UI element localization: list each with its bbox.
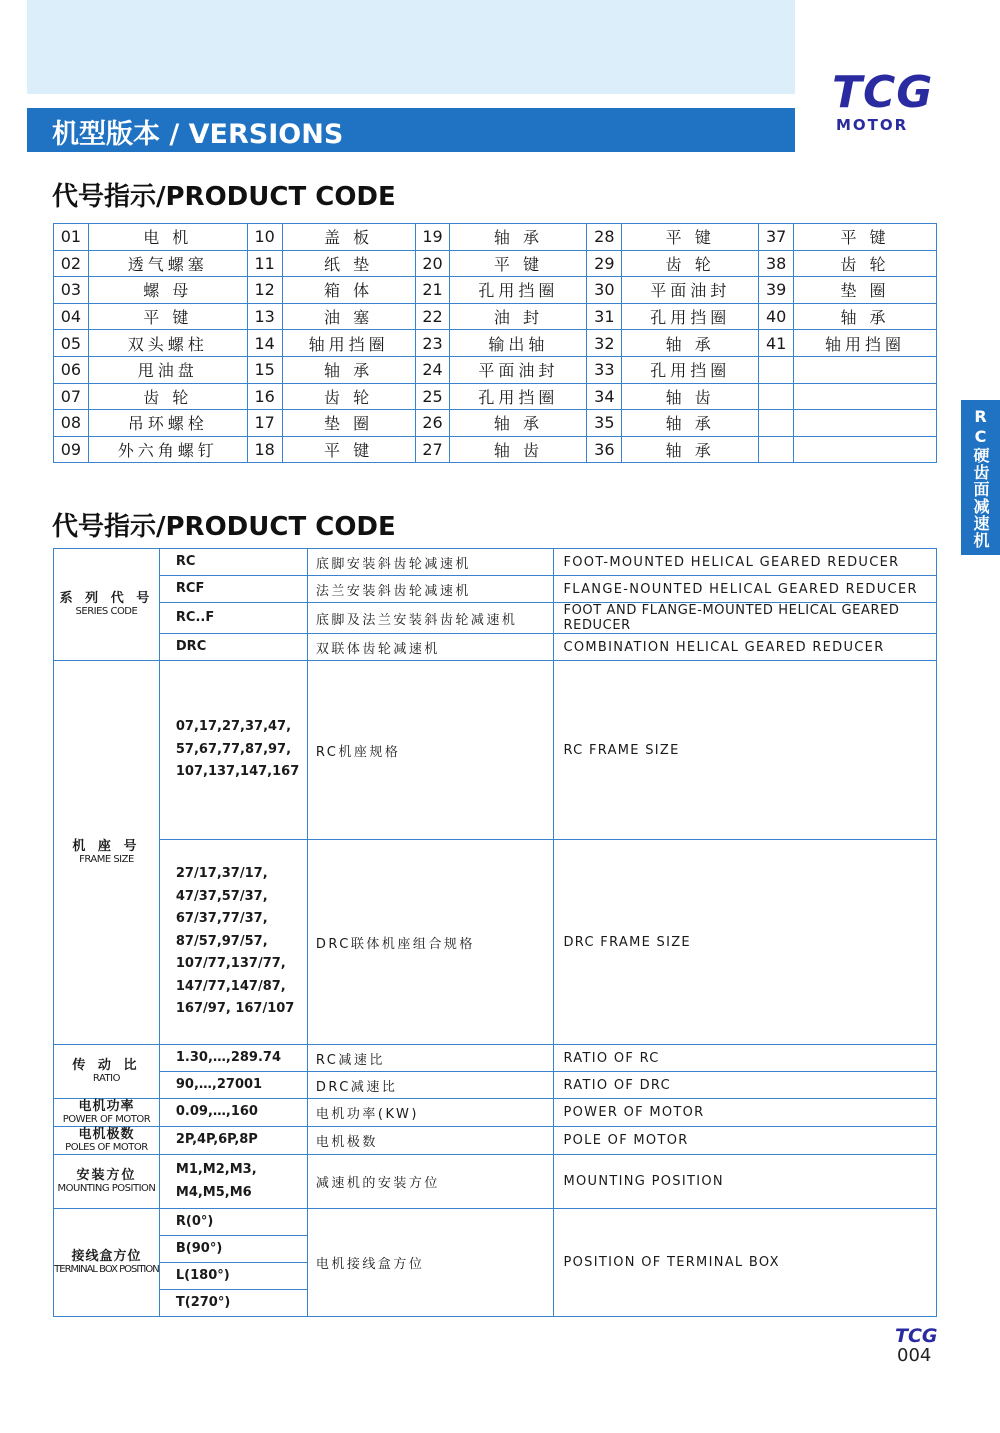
frame-row-drc (54, 840, 937, 1045)
terminal-cn: 接线盒方位 (71, 1249, 142, 1264)
ratio-cn: 传 动 比 (72, 1058, 141, 1073)
part-number: 39 (759, 277, 794, 304)
terminal-en: TERMINAL BOX POSITION (54, 1264, 159, 1275)
part-name: 齿 轮 (622, 250, 759, 277)
poles-en-desc: POLE OF MOTOR (553, 1127, 937, 1155)
part-name: 纸 垫 (282, 250, 415, 277)
part-number: 12 (247, 277, 282, 304)
terminal-row (54, 1209, 937, 1236)
drc-frame-line: 27/17,37/17, (175, 866, 268, 882)
part-number: 04 (54, 303, 89, 330)
part-name: 双头螺柱 (88, 330, 247, 357)
part-number: 03 (54, 277, 89, 304)
mounting-en-desc: MOUNTING POSITION (553, 1155, 937, 1209)
rc-frame-cn: RC机座规格 (307, 661, 553, 840)
ratio-value: 1.30,…,289.74 (159, 1045, 307, 1072)
mounting-values (159, 1155, 307, 1209)
footer-logo: TCG (895, 1325, 938, 1347)
part-number (759, 436, 794, 463)
rc-frame-line: 07,17,27,37,47, (175, 719, 292, 735)
code-row (54, 224, 937, 251)
part-name: 轴 齿 (450, 436, 587, 463)
rc-frame-line: 107,137,147,167 (175, 764, 300, 780)
part-name: 透气螺塞 (88, 250, 247, 277)
power-en: POWER OF MOTOR (62, 1114, 151, 1125)
part-number: 34 (587, 383, 622, 410)
part-number: 15 (247, 356, 282, 383)
terminal-value: T(270°) (159, 1290, 307, 1317)
part-number: 41 (759, 330, 794, 357)
frame-cn: 机 座 号 (72, 839, 141, 854)
drc-frame-line: 107/77,137/77, (175, 956, 286, 972)
parts-code-table (53, 223, 937, 463)
power-value: 0.09,…,160 (159, 1099, 307, 1127)
code-row (54, 356, 937, 383)
frame-en: FRAME SIZE (79, 854, 134, 865)
part-name: 平面油封 (450, 356, 587, 383)
part-number: 02 (54, 250, 89, 277)
code-row (54, 383, 937, 410)
mounting-cn-desc: 减速机的安装方位 (307, 1155, 553, 1209)
page-title: 机型版本 / VERSIONS (52, 119, 344, 150)
part-number: 32 (587, 330, 622, 357)
part-number: 25 (415, 383, 450, 410)
series-en-desc: COMBINATION HELICAL GEARED REDUCER (553, 634, 937, 661)
part-number: 14 (247, 330, 282, 357)
drc-frame-line: 87/57,97/57, (175, 933, 268, 949)
series-row (54, 576, 937, 603)
part-name: 孔用挡圈 (450, 383, 587, 410)
drc-frame-line: 67/37,77/37, (175, 911, 268, 927)
part-number: 40 (759, 303, 794, 330)
logo-main: TCG (832, 67, 934, 118)
ratio-row (54, 1045, 937, 1072)
power-cn-desc: 电机功率(KW) (307, 1099, 553, 1127)
part-number: 37 (759, 224, 794, 251)
part-number: 20 (415, 250, 450, 277)
part-number: 38 (759, 250, 794, 277)
series-group-cell (54, 549, 160, 661)
part-number: 07 (54, 383, 89, 410)
part-name: 轴 承 (622, 436, 759, 463)
power-row (54, 1099, 937, 1127)
drc-frame-values (159, 840, 307, 1045)
series-code: DRC (159, 634, 307, 661)
part-name (794, 410, 937, 437)
part-name: 轴 齿 (622, 383, 759, 410)
part-name: 输出轴 (450, 330, 587, 357)
part-name: 油 塞 (282, 303, 415, 330)
part-name: 齿 轮 (794, 250, 937, 277)
part-number: 30 (587, 277, 622, 304)
part-number: 22 (415, 303, 450, 330)
series-cn: 系 列 代 号 (59, 591, 154, 606)
part-name: 外六角螺钉 (88, 436, 247, 463)
part-name: 电 机 (88, 224, 247, 251)
part-number: 29 (587, 250, 622, 277)
terminal-en-desc: POSITION OF TERMINAL BOX (553, 1209, 937, 1317)
part-number: 17 (247, 410, 282, 437)
terminal-group-cell (54, 1209, 160, 1317)
logo-sub: MOTOR (836, 116, 909, 134)
ratio-cn-desc: DRC减速比 (307, 1072, 553, 1099)
part-name: 平 键 (282, 436, 415, 463)
part-number: 26 (415, 410, 450, 437)
series-en-desc: FOOT-MOUNTED HELICAL GEARED REDUCER (553, 549, 937, 576)
part-number: 35 (587, 410, 622, 437)
part-name: 轴用挡圈 (794, 330, 937, 357)
part-name: 螺 母 (88, 277, 247, 304)
part-number: 18 (247, 436, 282, 463)
part-name: 轴用挡圈 (282, 330, 415, 357)
mounting-en: MOUNTING POSITION (57, 1183, 156, 1194)
series-row (54, 634, 937, 661)
part-name (794, 436, 937, 463)
drc-frame-en: DRC FRAME SIZE (553, 840, 937, 1045)
poles-row (54, 1127, 937, 1155)
ratio-en: RATIO (92, 1073, 120, 1084)
ratio-value: 90,…,27001 (159, 1072, 307, 1099)
tcg-logo (832, 67, 944, 134)
drc-frame-line: 167/97, 167/107 (175, 1001, 295, 1017)
part-name: 甩油盘 (88, 356, 247, 383)
part-number: 33 (587, 356, 622, 383)
series-cn-desc: 法兰安装斜齿轮减速机 (307, 576, 553, 603)
page-number: 004 (897, 1345, 932, 1366)
part-number: 19 (415, 224, 450, 251)
frame-row-rc (54, 661, 937, 840)
part-name: 孔用挡圈 (622, 303, 759, 330)
terminal-value: L(180°) (159, 1263, 307, 1290)
part-number: 23 (415, 330, 450, 357)
part-name: 齿 轮 (282, 383, 415, 410)
part-number: 16 (247, 383, 282, 410)
part-number: 36 (587, 436, 622, 463)
part-name: 轴 承 (450, 410, 587, 437)
series-en-desc: FLANGE-NOUNTED HELICAL GEARED REDUCER (553, 576, 937, 603)
drc-frame-line: 147/77,147/87, (175, 978, 286, 994)
series-en-desc: FOOT AND FLANGE-MOUNTED HELICAL GEARED REDUCER (553, 603, 937, 634)
series-row (54, 549, 937, 576)
series-code: RC (159, 549, 307, 576)
terminal-value: R(0°) (159, 1209, 307, 1236)
part-name: 垫 圈 (794, 277, 937, 304)
header-band (27, 0, 795, 94)
ratio-en-desc: RATIO OF DRC (553, 1072, 937, 1099)
section-title-1: 代号指示/PRODUCT CODE (52, 182, 396, 212)
part-name: 孔用挡圈 (450, 277, 587, 304)
part-number: 11 (247, 250, 282, 277)
mounting-cn: 安装方位 (76, 1168, 137, 1183)
ratio-group-cell (54, 1045, 160, 1099)
part-name: 轴 承 (622, 330, 759, 357)
part-name: 平面油封 (622, 277, 759, 304)
section-title-2: 代号指示/PRODUCT CODE (52, 512, 396, 542)
part-number: 27 (415, 436, 450, 463)
part-number (759, 356, 794, 383)
power-cn: 电机功率 (78, 1099, 135, 1114)
poles-group-cell (54, 1127, 160, 1155)
poles-cn-desc: 电机极数 (307, 1127, 553, 1155)
part-number: 05 (54, 330, 89, 357)
part-number (759, 410, 794, 437)
mounting-group-cell (54, 1155, 160, 1209)
code-row (54, 410, 937, 437)
part-number: 28 (587, 224, 622, 251)
part-name: 平 键 (450, 250, 587, 277)
title-bar (27, 108, 795, 152)
part-number: 01 (54, 224, 89, 251)
part-name: 垫 圈 (282, 410, 415, 437)
part-name: 吊环螺栓 (88, 410, 247, 437)
part-name: 盖 板 (282, 224, 415, 251)
part-name: 平 键 (88, 303, 247, 330)
part-name: 轴 承 (794, 303, 937, 330)
part-name: 平 键 (794, 224, 937, 251)
part-name: 平 键 (622, 224, 759, 251)
part-number: 21 (415, 277, 450, 304)
terminal-value: B(90°) (159, 1236, 307, 1263)
series-cn-desc: 双联体齿轮减速机 (307, 634, 553, 661)
code-row (54, 436, 937, 463)
part-number (759, 383, 794, 410)
series-code: RCF (159, 576, 307, 603)
drc-frame-cn: DRC联体机座组合规格 (307, 840, 553, 1045)
poles-cn: 电机极数 (78, 1127, 135, 1142)
ratio-row (54, 1072, 937, 1099)
series-code: RC..F (159, 603, 307, 634)
part-name (794, 356, 937, 383)
rc-frame-line: 57,67,77,87,97, (175, 741, 292, 757)
part-name: 轴 承 (622, 410, 759, 437)
series-cn-desc: 底脚安装斜齿轮减速机 (307, 549, 553, 576)
part-name: 齿 轮 (88, 383, 247, 410)
frame-group-cell (54, 661, 160, 1045)
part-name (794, 383, 937, 410)
code-row (54, 277, 937, 304)
part-name: 孔用挡圈 (622, 356, 759, 383)
spec-table (53, 548, 937, 1317)
part-number: 13 (247, 303, 282, 330)
code-row (54, 330, 937, 357)
terminal-cn-desc: 电机接线盒方位 (307, 1209, 553, 1317)
part-name: 轴 承 (450, 224, 587, 251)
power-group-cell (54, 1099, 160, 1127)
mounting-line: M4,M5,M6 (175, 1184, 252, 1200)
ratio-cn-desc: RC减速比 (307, 1045, 553, 1072)
part-number: 31 (587, 303, 622, 330)
series-row (54, 603, 937, 634)
series-en: SERIES CODE (75, 606, 138, 617)
ratio-en-desc: RATIO OF RC (553, 1045, 937, 1072)
poles-value: 2P,4P,6P,8P (159, 1127, 307, 1155)
rc-frame-values (159, 661, 307, 840)
part-number: 06 (54, 356, 89, 383)
side-tab: RC硬齿面减速机 (961, 400, 1000, 555)
code-row (54, 303, 937, 330)
part-name: 油 封 (450, 303, 587, 330)
series-cn-desc: 底脚及法兰安装斜齿轮减速机 (307, 603, 553, 634)
mounting-line: M1,M2,M3, (175, 1162, 257, 1177)
poles-en: POLES OF MOTOR (65, 1142, 148, 1153)
code-row (54, 250, 937, 277)
part-number: 08 (54, 410, 89, 437)
part-name: 轴 承 (282, 356, 415, 383)
mounting-row (54, 1155, 937, 1209)
part-number: 10 (247, 224, 282, 251)
power-en-desc: POWER OF MOTOR (553, 1099, 937, 1127)
drc-frame-line: 47/37,57/37, (175, 888, 268, 904)
rc-frame-en: RC FRAME SIZE (553, 661, 937, 840)
part-name: 箱 体 (282, 277, 415, 304)
part-number: 09 (54, 436, 89, 463)
part-number: 24 (415, 356, 450, 383)
